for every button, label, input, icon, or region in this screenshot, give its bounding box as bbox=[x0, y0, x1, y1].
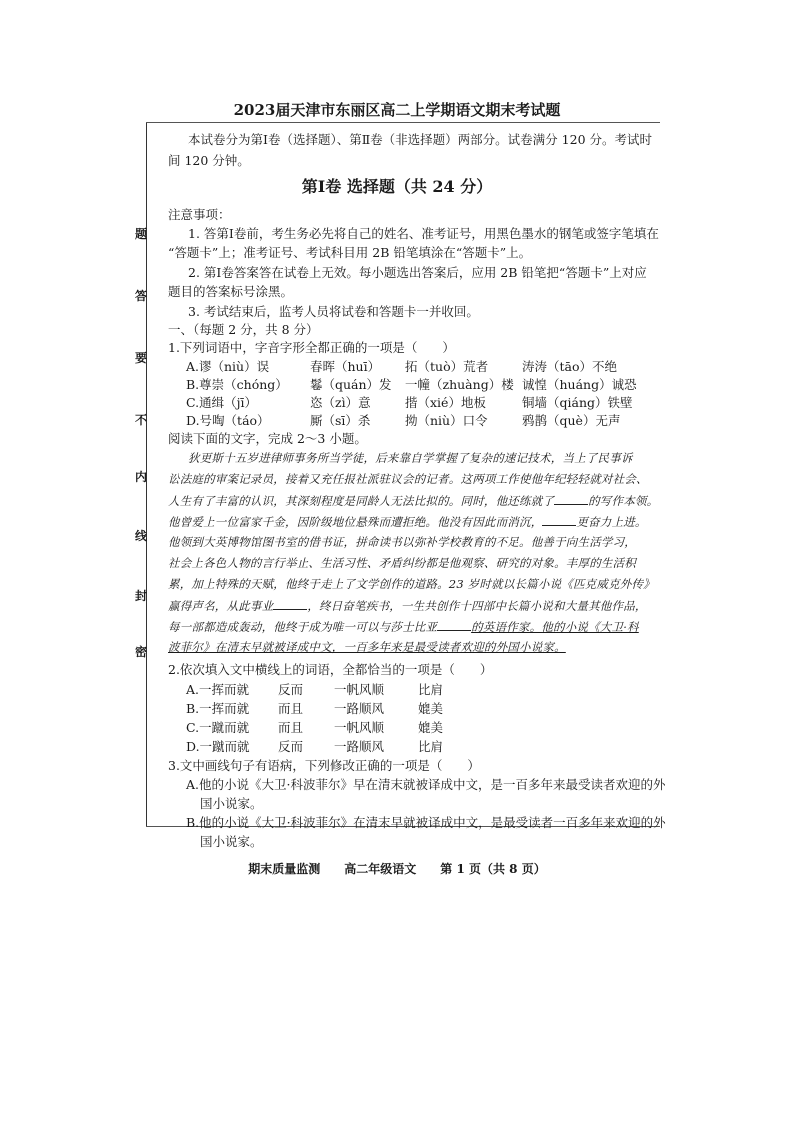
option-cell: 涛涛（tāo）不绝 bbox=[522, 359, 618, 374]
q1-option-a bbox=[186, 357, 617, 377]
passage-line bbox=[168, 471, 648, 487]
q3-option-a: A.他的小说《大卫·科波菲尔》早在清末就被译成中文，是一百多年来最受读者欢迎的外 bbox=[186, 777, 666, 792]
page-title: 2023届天津市东丽区高二上学期语文期末考试题 bbox=[233, 101, 561, 119]
fill-blank[interactable] bbox=[554, 492, 588, 505]
option-cell: 铜墙（qiáng）铁壁 bbox=[522, 395, 633, 410]
option-cell: 一路顺风 bbox=[334, 701, 385, 716]
passage-line bbox=[168, 597, 647, 614]
q1-option-d bbox=[186, 411, 620, 431]
q3-option-b-cont: 国小说家。 bbox=[200, 834, 263, 849]
option-cell: 反而 bbox=[278, 739, 304, 754]
passage-text: ，终日奋笔疾书，一生共创作十四部中长篇小说和大量其他作品， bbox=[307, 599, 647, 613]
option-cell: 比肩 bbox=[418, 739, 444, 754]
q1-option-b bbox=[186, 375, 637, 395]
passage-text: 的写作本领。 bbox=[588, 494, 659, 508]
q2-option-c bbox=[186, 718, 443, 738]
passage-line bbox=[168, 639, 566, 655]
option-cell: 揩（xié）地板 bbox=[405, 395, 486, 410]
passage-text: 社会上各色人物的言行举止、生活习性、矛盾纠纷都是他观察、研究的对象。丰厚的生活积 bbox=[168, 556, 636, 570]
seal-char: 封 bbox=[135, 589, 148, 603]
option-cell: 一路顺风 bbox=[334, 739, 385, 754]
option-cell: 拓（tuò）荒者 bbox=[405, 359, 489, 374]
q2-option-a bbox=[186, 680, 443, 700]
option-cell: 比肩 bbox=[418, 682, 444, 697]
option-cell: 鬈（quán）发 bbox=[310, 377, 392, 392]
option-cell: C.一蹴而就 bbox=[186, 720, 250, 735]
notice-line: 2. 第Ⅰ卷答案答在试卷上无效。每小题选出答案后，应用 2B 铅笔把“答题卡”上对应 bbox=[188, 265, 647, 280]
option-cell: A.一挥而就 bbox=[186, 682, 250, 697]
option-cell: 一帆风顺 bbox=[334, 682, 385, 697]
passage-text: 他领到大英博物馆图书室的借书证，拼命读书以弥补学校教育的不足。他善于向生活学习， bbox=[168, 535, 636, 549]
seal-char: 线 bbox=[135, 529, 148, 543]
section-title: 第Ⅰ卷 选择题（共 24 分） bbox=[301, 177, 493, 196]
notice-line: 3. 考试结束后，监考人员将试卷和答题卡一并收回。 bbox=[188, 304, 479, 319]
q2-stem: 2.依次填入文中横线上的词语，全都恰当的一项是（ ） bbox=[168, 662, 493, 677]
option-cell: 而且 bbox=[278, 720, 304, 735]
option-cell: 媲美 bbox=[418, 701, 444, 716]
option-cell: D.号啕（táo） bbox=[186, 413, 270, 428]
reading-intro: 阅读下面的文字，完成 2～3 小题。 bbox=[168, 431, 367, 446]
top-rule bbox=[146, 122, 660, 123]
passage-text: 他曾爱上一位富家千金，因阶级地位悬殊而遭拒绝。他没有因此而消沉， bbox=[168, 515, 543, 529]
intro-line: 间 120 分钟。 bbox=[168, 153, 250, 168]
seal-char: 题 bbox=[135, 227, 148, 241]
notice-line: “答题卡”上；准考证号、考试科目用 2B 铅笔填涂在“答题卡”上。 bbox=[168, 245, 532, 260]
page-footer: 期末质量监测 高二年级语文 第 1 页（共 8 页） bbox=[248, 862, 546, 876]
passage-text: 赢得声名，从此事业 bbox=[168, 599, 274, 613]
passage-text: 每一部都造成轰动，他终于成为唯一可以与莎士比亚 bbox=[168, 620, 438, 634]
seal-char: 不 bbox=[135, 413, 148, 427]
option-cell: 春晖（huī） bbox=[310, 359, 381, 374]
option-cell: 鸦鹊（què）无声 bbox=[522, 413, 621, 428]
passage-line bbox=[168, 576, 655, 592]
passage-line bbox=[168, 618, 639, 635]
q3-option-a-cont: 国小说家。 bbox=[200, 796, 263, 811]
passage-text: 人生有了丰富的认识，其深刻程度是同龄人无法比拟的。同时，他还练就了 bbox=[168, 494, 555, 508]
passage-text: 累，加上特殊的天赋，他终于走上了文学创作的道路。23 岁时就以长篇小说《匹克威克外传》 bbox=[168, 577, 655, 591]
passage-line bbox=[188, 450, 633, 466]
intro-line: 本试卷分为第Ⅰ卷（选择题）、第Ⅱ卷（非选择题）两部分。试卷满分 120 分。考试时 bbox=[188, 132, 652, 147]
option-cell: C.通缉（jī） bbox=[186, 395, 257, 410]
passage-line bbox=[168, 513, 647, 530]
option-cell: 反而 bbox=[278, 682, 304, 697]
option-cell: D.一蹴而就 bbox=[186, 739, 250, 754]
option-cell: 一幢（zhuàng）楼 bbox=[405, 377, 514, 392]
underlined-sentence: 波菲尔》在清末早就被译成中文，一百多年来是最受读者欢迎的外国小说家。 bbox=[168, 640, 566, 654]
option-cell: 恣（zì）意 bbox=[310, 395, 371, 410]
underlined-sentence: 的英语作家。他的小说《大卫·科 bbox=[471, 620, 639, 634]
passage-text: 讼法庭的审案记录员，接着又充任报社派驻议会的记者。这两项工作使他年纪轻轻就对社会、 bbox=[168, 472, 648, 486]
option-cell: 诚惶（huáng）诚恐 bbox=[522, 377, 637, 392]
option-cell: A.谬（niù）误 bbox=[186, 359, 270, 374]
notice-line: 1. 答第Ⅰ卷前，考生务必先将自己的姓名、准考证号，用黑色墨水的钢笔或签字笔填在 bbox=[188, 226, 659, 241]
option-cell: B.尊崇（chóng） bbox=[186, 377, 288, 392]
notice-heading: 注意事项： bbox=[168, 207, 231, 222]
seal-char: 密 bbox=[135, 645, 148, 659]
option-cell: 拗（niù）口令 bbox=[405, 413, 488, 428]
option-cell: B.一挥而就 bbox=[186, 701, 250, 716]
option-cell: 厮（sī）杀 bbox=[310, 413, 371, 428]
option-cell: 媲美 bbox=[418, 720, 444, 735]
fill-blank[interactable] bbox=[437, 618, 471, 631]
q3-option-b: B.他的小说《大卫·科波菲尔》在清末早就被译成中文，是最受读者一百多年来欢迎的外 bbox=[186, 815, 666, 830]
passage-line bbox=[168, 555, 636, 571]
q1-stem: 1.下列词语中，字音字形全都正确的一项是（ ） bbox=[168, 340, 455, 355]
q2-option-d bbox=[186, 737, 443, 757]
fill-blank[interactable] bbox=[273, 597, 307, 610]
option-cell: 而且 bbox=[278, 701, 304, 716]
part-heading: 一、（每题 2 分，共 8 分） bbox=[168, 322, 319, 337]
seal-char: 要 bbox=[135, 351, 148, 365]
passage-text: 更奋力上进。 bbox=[576, 515, 647, 529]
notice-line: 题目的答案标号涂黑。 bbox=[168, 284, 294, 299]
seal-char: 答 bbox=[135, 289, 148, 303]
fill-blank[interactable] bbox=[542, 513, 576, 526]
q2-option-b bbox=[186, 699, 443, 719]
q3-stem: 3.文中画线句子有语病，下列修改正确的一项是（ ） bbox=[168, 758, 480, 773]
passage-text: 狄更斯十五岁进律师事务所当学徒，后来靠自学掌握了复杂的速记技术，当上了民事诉 bbox=[188, 451, 633, 465]
q1-option-c bbox=[186, 393, 633, 413]
passage-line bbox=[168, 492, 658, 509]
passage-line bbox=[168, 534, 636, 550]
option-cell: 一帆风顺 bbox=[334, 720, 385, 735]
seal-char: 内 bbox=[135, 470, 148, 484]
